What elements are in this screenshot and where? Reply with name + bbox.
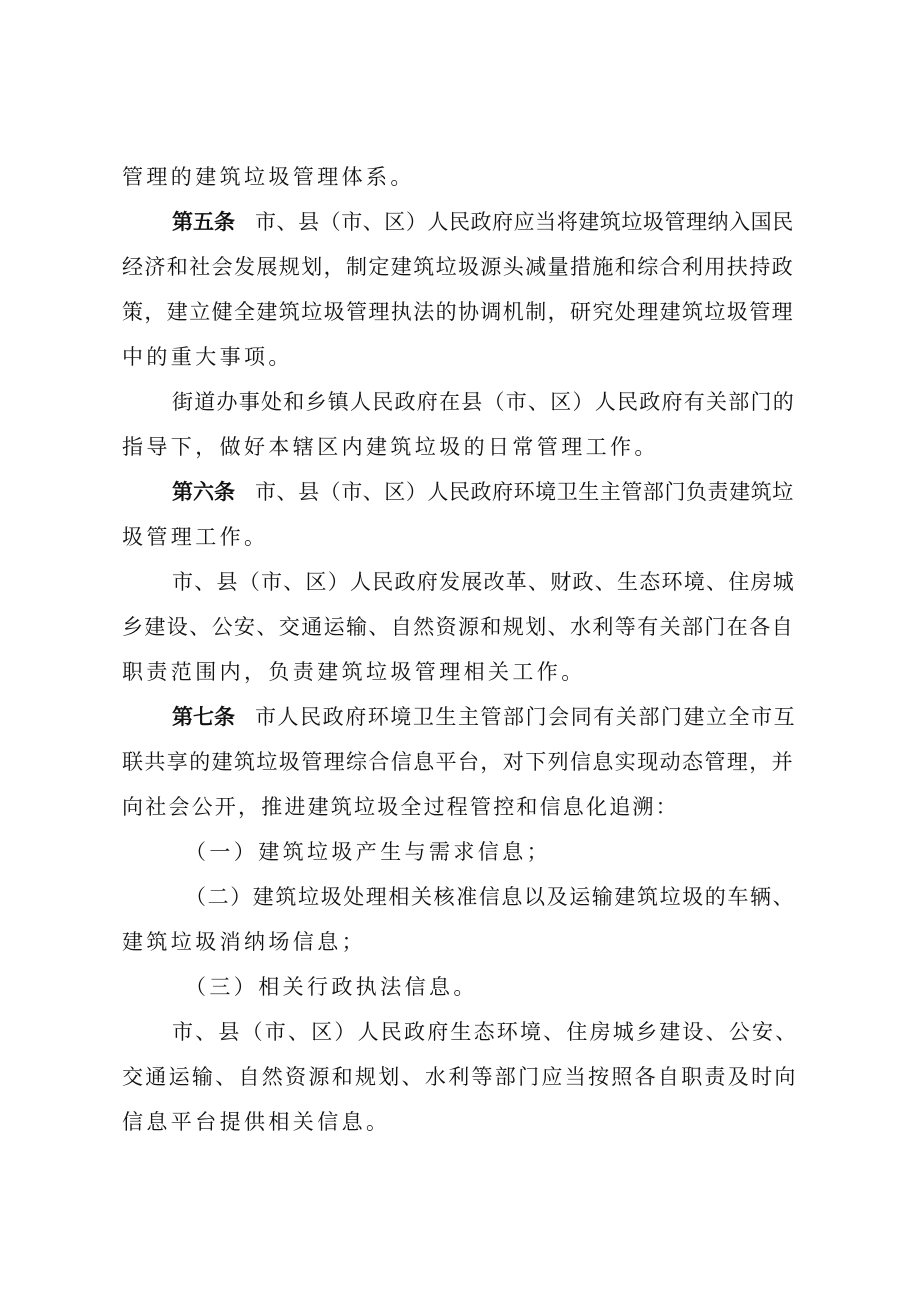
article-7-label: 第七条 <box>172 705 235 729</box>
text-line: 市、县（市、区）人民政府生态环境、住房城乡建设、公安、 <box>172 1020 799 1044</box>
paragraph-line <box>0 603 920 651</box>
text-line: 指导下，做好本辖区内建筑垃圾的日常管理工作。 <box>122 435 659 459</box>
paragraph-line <box>0 513 920 561</box>
article-6-label: 第六条 <box>172 480 235 504</box>
paragraph-line <box>0 378 920 426</box>
article-5-heading-line <box>0 198 920 246</box>
text-line: 市、县（市、区）人民政府环境卫生主管部门负责建筑垃 <box>255 480 794 504</box>
text-line: （二）建筑垃圾处理相关核准信息以及运输建筑垃圾的车辆、 <box>185 885 796 909</box>
text-line: 策，建立健全建筑垃圾管理执法的协调机制，研究处理建筑垃圾管理 <box>122 300 794 324</box>
paragraph-line <box>0 918 920 966</box>
text-line: （一）建筑垃圾产生与需求信息； <box>185 840 551 864</box>
paragraph-line <box>0 1053 920 1101</box>
paragraph-line <box>0 243 920 291</box>
text-line: 联共享的建筑垃圾管理综合信息平台，对下列信息实现动态管理，并 <box>122 750 794 774</box>
paragraph-line <box>0 738 920 786</box>
text-line: 经济和社会发展规划，制定建筑垃圾源头减量措施和综合利用扶持政 <box>122 255 794 279</box>
paragraph-line <box>0 558 920 606</box>
text-line: 市、县（市、区）人民政府发展改革、财政、生态环境、住房城 <box>172 570 795 594</box>
article-7-heading-line <box>0 693 920 741</box>
text-line: 中的重大事项。 <box>122 345 293 369</box>
list-item <box>0 873 920 921</box>
paragraph-line <box>0 648 920 696</box>
text-line: 建筑垃圾消纳场信息； <box>122 930 366 954</box>
text-line: 市人民政府环境卫生主管部门会同有关部门建立全市互 <box>255 705 797 729</box>
text-line: （三）相关行政执法信息。 <box>185 975 478 999</box>
paragraph-line <box>0 1098 920 1146</box>
article-6-heading-line <box>0 468 920 516</box>
text-line: 向社会公开，推进建筑垃圾全过程管控和信息化追溯： <box>122 795 679 819</box>
paragraph-line <box>0 783 920 831</box>
text-line: 信息平台提供相关信息。 <box>122 1110 391 1134</box>
paragraph-line <box>0 288 920 336</box>
list-item <box>0 963 920 1011</box>
text-line: 职责范围内，负责建筑垃圾管理相关工作。 <box>122 660 586 684</box>
list-item <box>0 828 920 876</box>
text-line: 乡建设、公安、交通运输、自然资源和规划、水利等有关部门在各自 <box>122 615 794 639</box>
paragraph-line <box>0 423 920 471</box>
text-line: 管理的建筑垃圾管理体系。 <box>122 165 415 189</box>
text-line: 圾管理工作。 <box>122 525 269 549</box>
text-line: 街道办事处和乡镇人民政府在县（市、区）人民政府有关部门的 <box>172 390 795 414</box>
text-line: 交通运输、自然资源和规划、水利等部门应当按照各自职责及时向 <box>122 1065 798 1089</box>
text-line: 市、县（市、区）人民政府应当将建筑垃圾管理纳入国民 <box>255 210 794 234</box>
article-5-label: 第五条 <box>172 210 235 234</box>
paragraph-line <box>0 153 920 201</box>
paragraph-line <box>0 333 920 381</box>
paragraph-line <box>0 1008 920 1056</box>
